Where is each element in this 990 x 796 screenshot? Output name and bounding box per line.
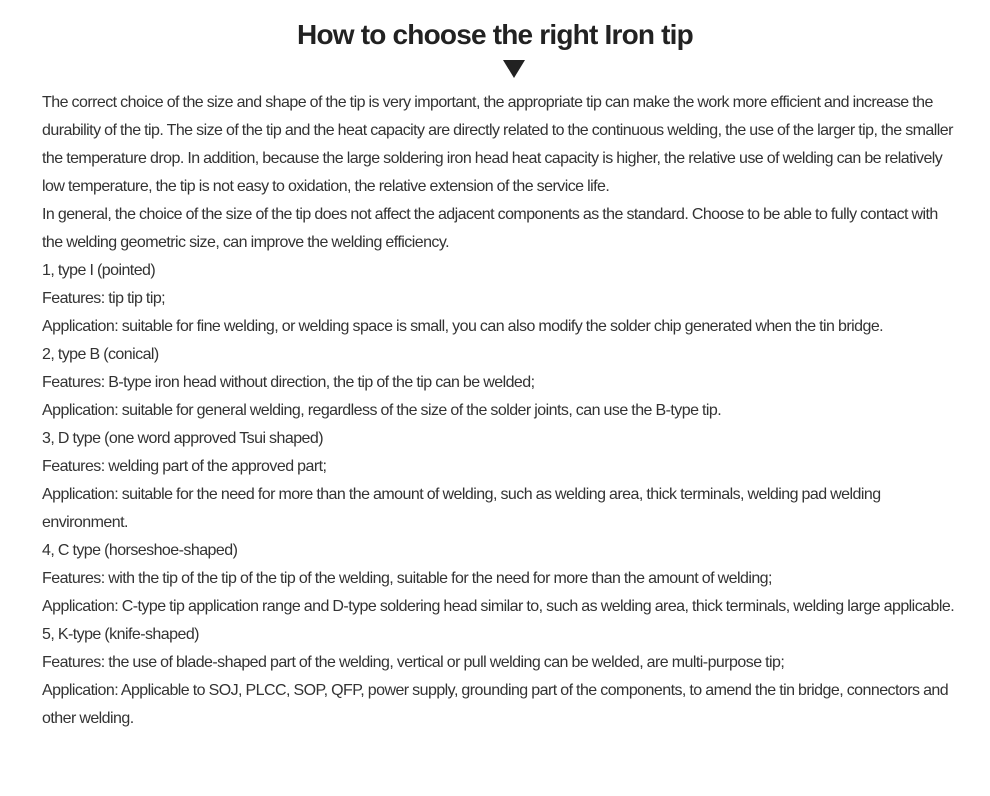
type-k-features: Features: the use of blade-shaped part of the welding, vertical or pull welding can be welded, are multi-purpose tip;	[42, 654, 785, 671]
type-b-application: Application: suitable for general welding, regardless of the size of the solder joints, can use the B-type tip.	[42, 402, 722, 419]
type-i-heading: 1, type I (pointed)	[42, 262, 156, 279]
type-i-features: Features: tip tip tip;	[42, 290, 166, 307]
intro-paragraph-2: In general, the choice of the size of the tip does not affect the adjacent components as the standard. Choose to be able to fully contact with the welding geometric size, can improve the welding efficiency.	[42, 206, 938, 251]
type-d-heading: 3, D type (one word approved Tsui shaped)	[42, 430, 324, 447]
type-d-application: Application: suitable for the need for more than the amount of welding, such as welding area, thick terminals, welding pad welding environment.	[42, 486, 881, 531]
type-b-features: Features: B-type iron head without direction, the tip of the tip can be welded;	[42, 374, 535, 391]
type-k-application: Application: Applicable to SOJ, PLCC, SOP, QFP, power supply, grounding part of the components, to amend the tin bridge, connectors and other welding.	[42, 682, 949, 727]
type-c-application: Application: C-type tip application range and D-type soldering head similar to, such as welding area, thick terminals, welding large applicable.	[42, 598, 955, 615]
page-title: How to choose the right Iron tip	[297, 19, 693, 50]
down-arrow-icon	[503, 60, 525, 78]
type-i-application: Application: suitable for fine welding, or welding space is small, you can also modify the solder chip generated when the tin bridge.	[42, 318, 884, 335]
type-k-heading: 5, K-type (knife-shaped)	[42, 626, 199, 643]
type-c-features: Features: with the tip of the tip of the tip of the welding, suitable for the need for more than the amount of welding;	[42, 570, 772, 587]
article-body	[42, 89, 957, 733]
type-d-features: Features: welding part of the approved part;	[42, 458, 327, 475]
type-c-heading: 4, C type (horseshoe-shaped)	[42, 542, 238, 559]
intro-paragraph: The correct choice of the size and shape of the tip is very important, the appropriate tip can make the work more efficient and increase the durability of the tip. The size of the tip and the heat capacity are directly related to the continuous welding, the use of the larger tip, the smaller the temperature drop. In addition, because the large soldering iron head heat capacity is higher, the relative use of welding can be relatively low temperature, the tip is not easy to oxidation, the relative extension of the service life.	[42, 94, 953, 195]
type-b-heading: 2, type B (conical)	[42, 346, 159, 363]
